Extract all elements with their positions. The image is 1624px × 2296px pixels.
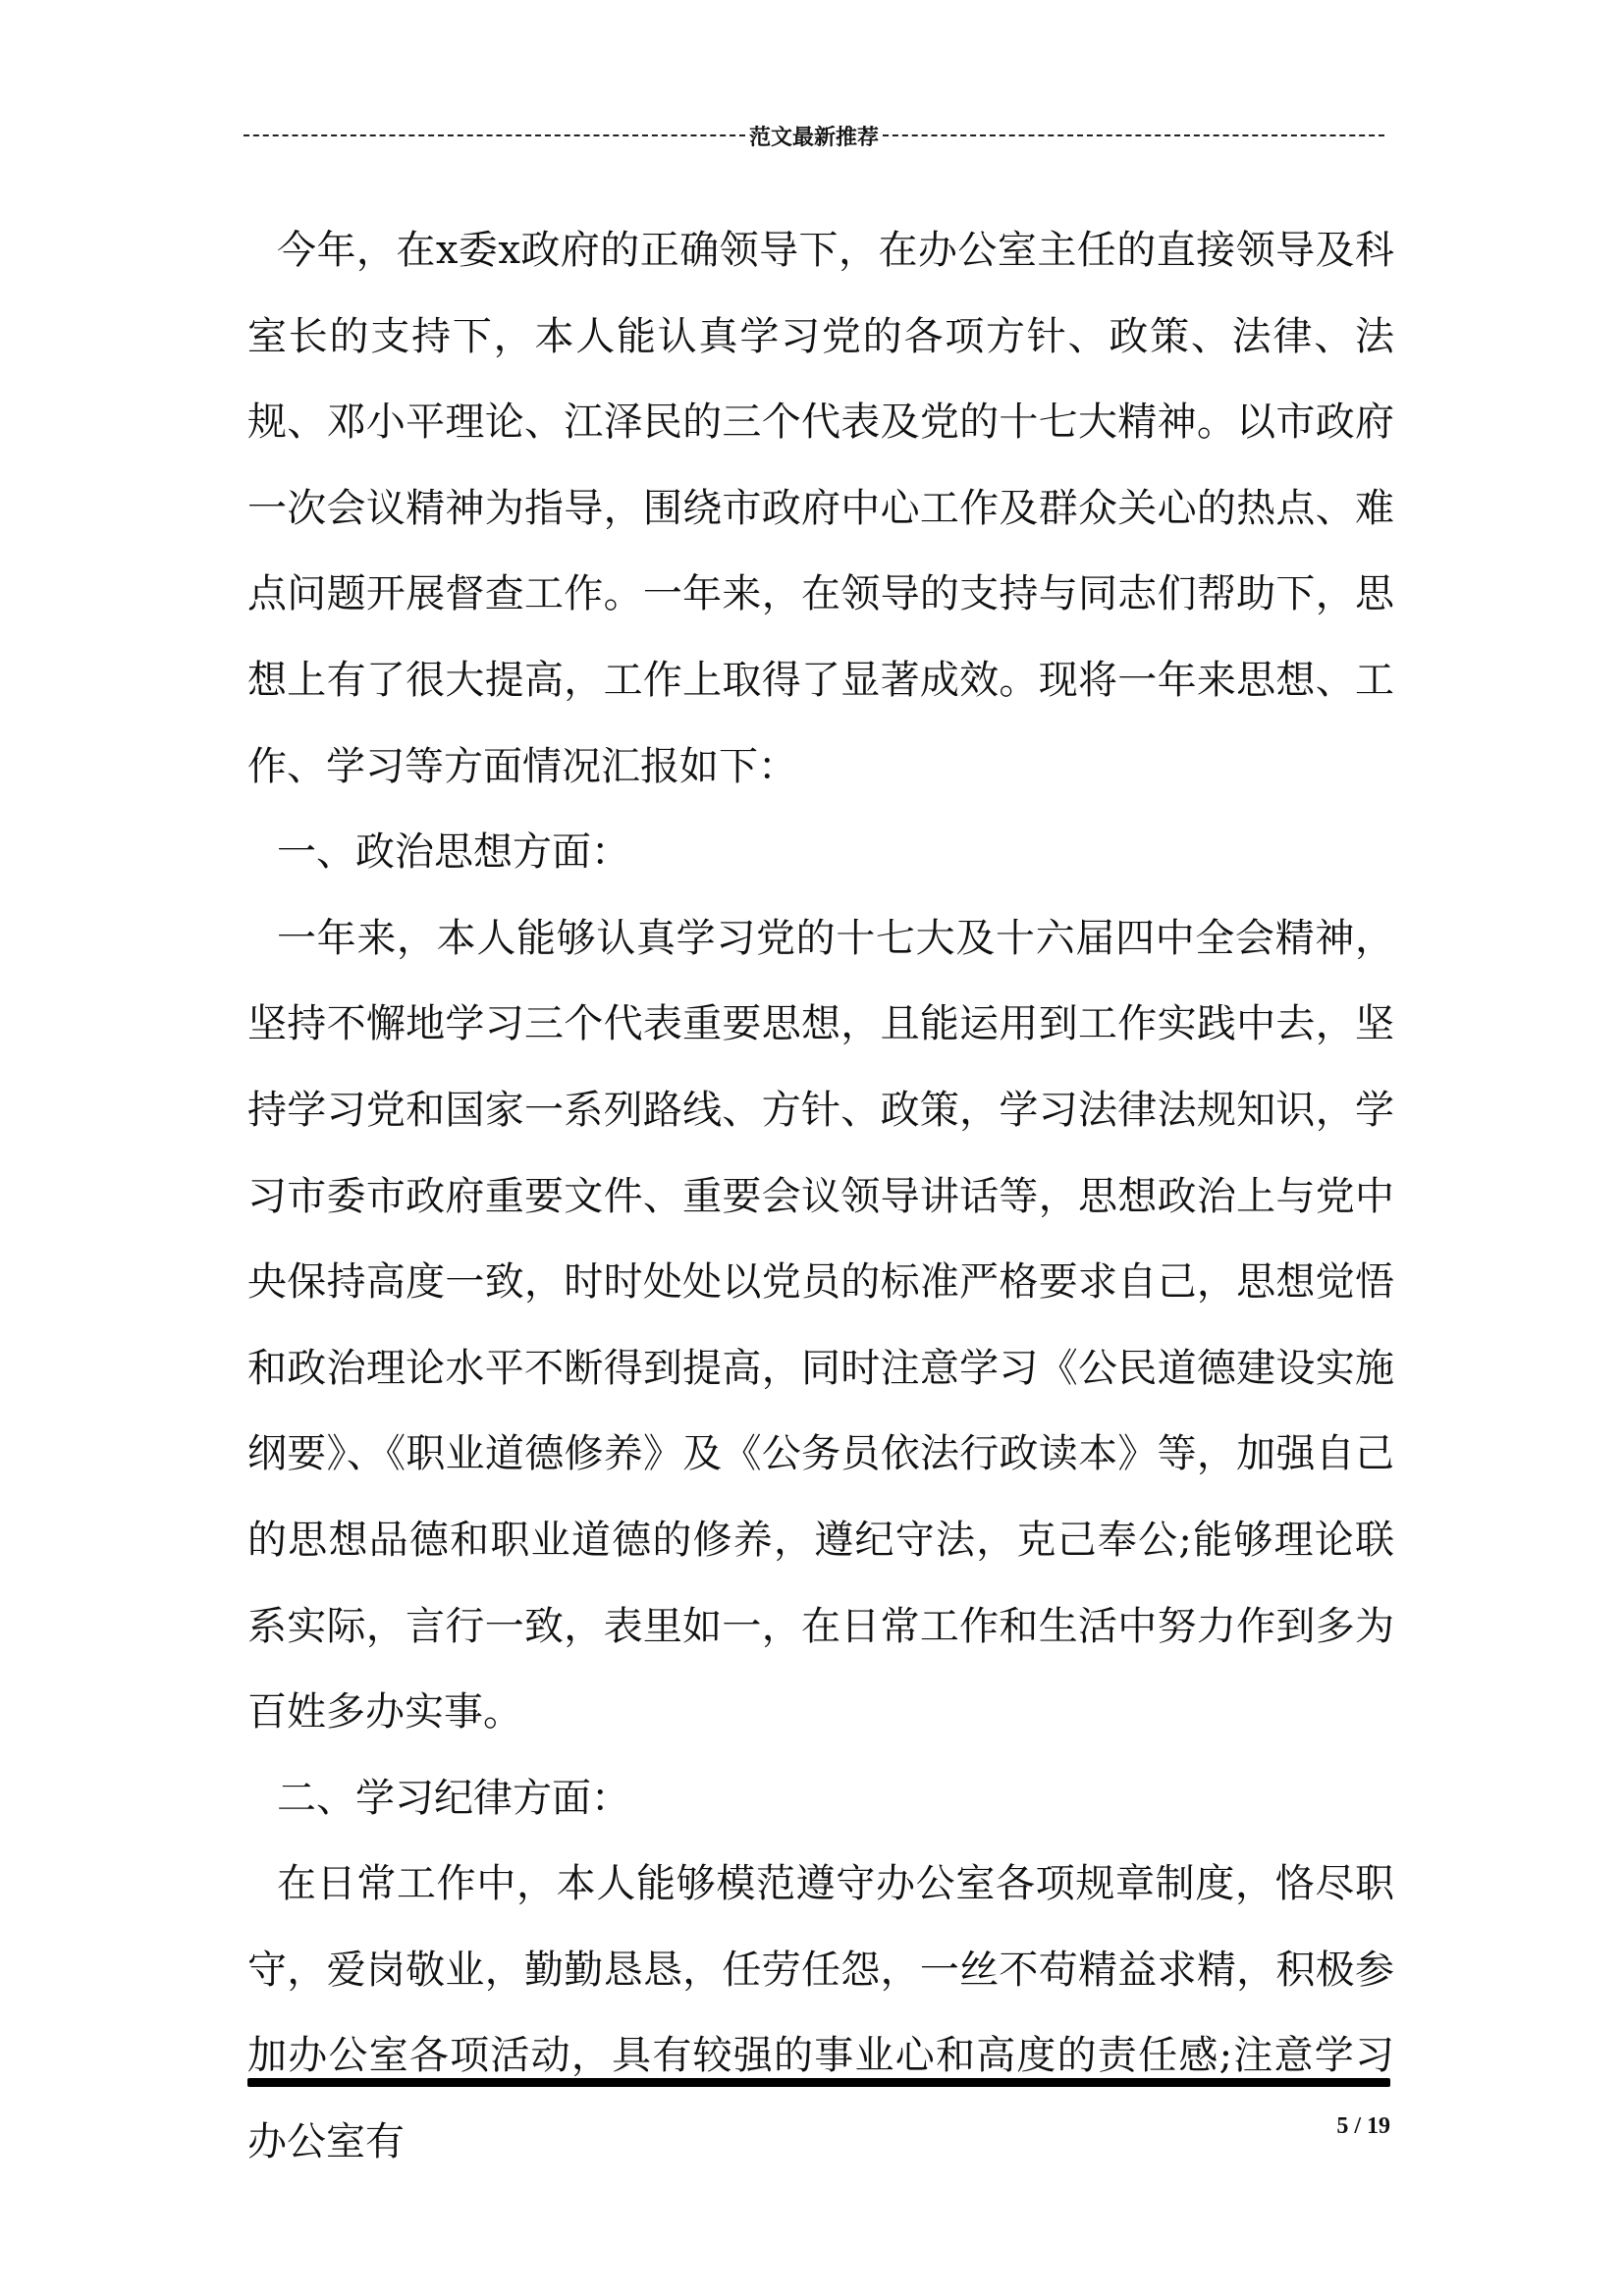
header-dash-left [244, 134, 745, 136]
footer-divider [247, 2078, 1390, 2087]
body-text [247, 208, 1394, 2186]
page-header [244, 116, 1384, 155]
paragraph-discipline: 在日常工作中，本人能够模范遵守办公室各项规章制度，恪尽职守，爱岗敬业，勤勤恳恳，任劳任怨，一丝不苟精益求精，积极参加办公室各项活动，具有较强的事业心和高度的责任感;注意学习办公室有 [247, 1861, 1394, 2165]
page-number: 5 / 19 [1336, 2113, 1390, 2139]
paragraph-political: 一年来，本人能够认真学习党的十七大及十六届四中全会精神，坚持不懈地学习三个代表重要思想，且能运用到工作实践中去，坚持学习党和国家一系列路线、方针、政策，学习法律法规知识，学习市委市政府重要文件、重要会议领导讲话等，思想政治上与党中央保持高度一致，时时处处以党员的标准严格要求自己，思想觉悟和政治理论水平不断得到提高，同时注意学习《公民道德建设实施纲要》、《职业道德修养》及《公务员依法行政读本》等，加强自己的思想品德和职业道德的修养，遵纪守法，克己奉公;能够理论联系实际，言行一致，表里如一，在日常工作和生活中努力作到多为百姓多办实事。 [247, 915, 1394, 1735]
header-title: 范文最新推荐 [749, 124, 880, 150]
paragraph-intro: 今年，在x委x政府的正确领导下，在办公室主任的直接领导及科室长的支持下，本人能认真学习党的各项方针、政策、法律、法规、邓小平理论、江泽民的三个代表及党的十七大精神。以市政府一次会议精神为指导，围绕市政府中心工作及群众关心的热点、难点问题开展督查工作。一年来，在领导的支持与同志们帮助下，思想上有了很大提高，工作上取得了显著成效。现将一年来思想、工作、学习等方面情况汇报如下： [247, 228, 1394, 789]
section-heading-discipline: 二、学习纪律方面： [277, 1775, 630, 1821]
header-dash-right [883, 134, 1384, 136]
section-heading-political: 一、政治思想方面： [277, 829, 630, 876]
